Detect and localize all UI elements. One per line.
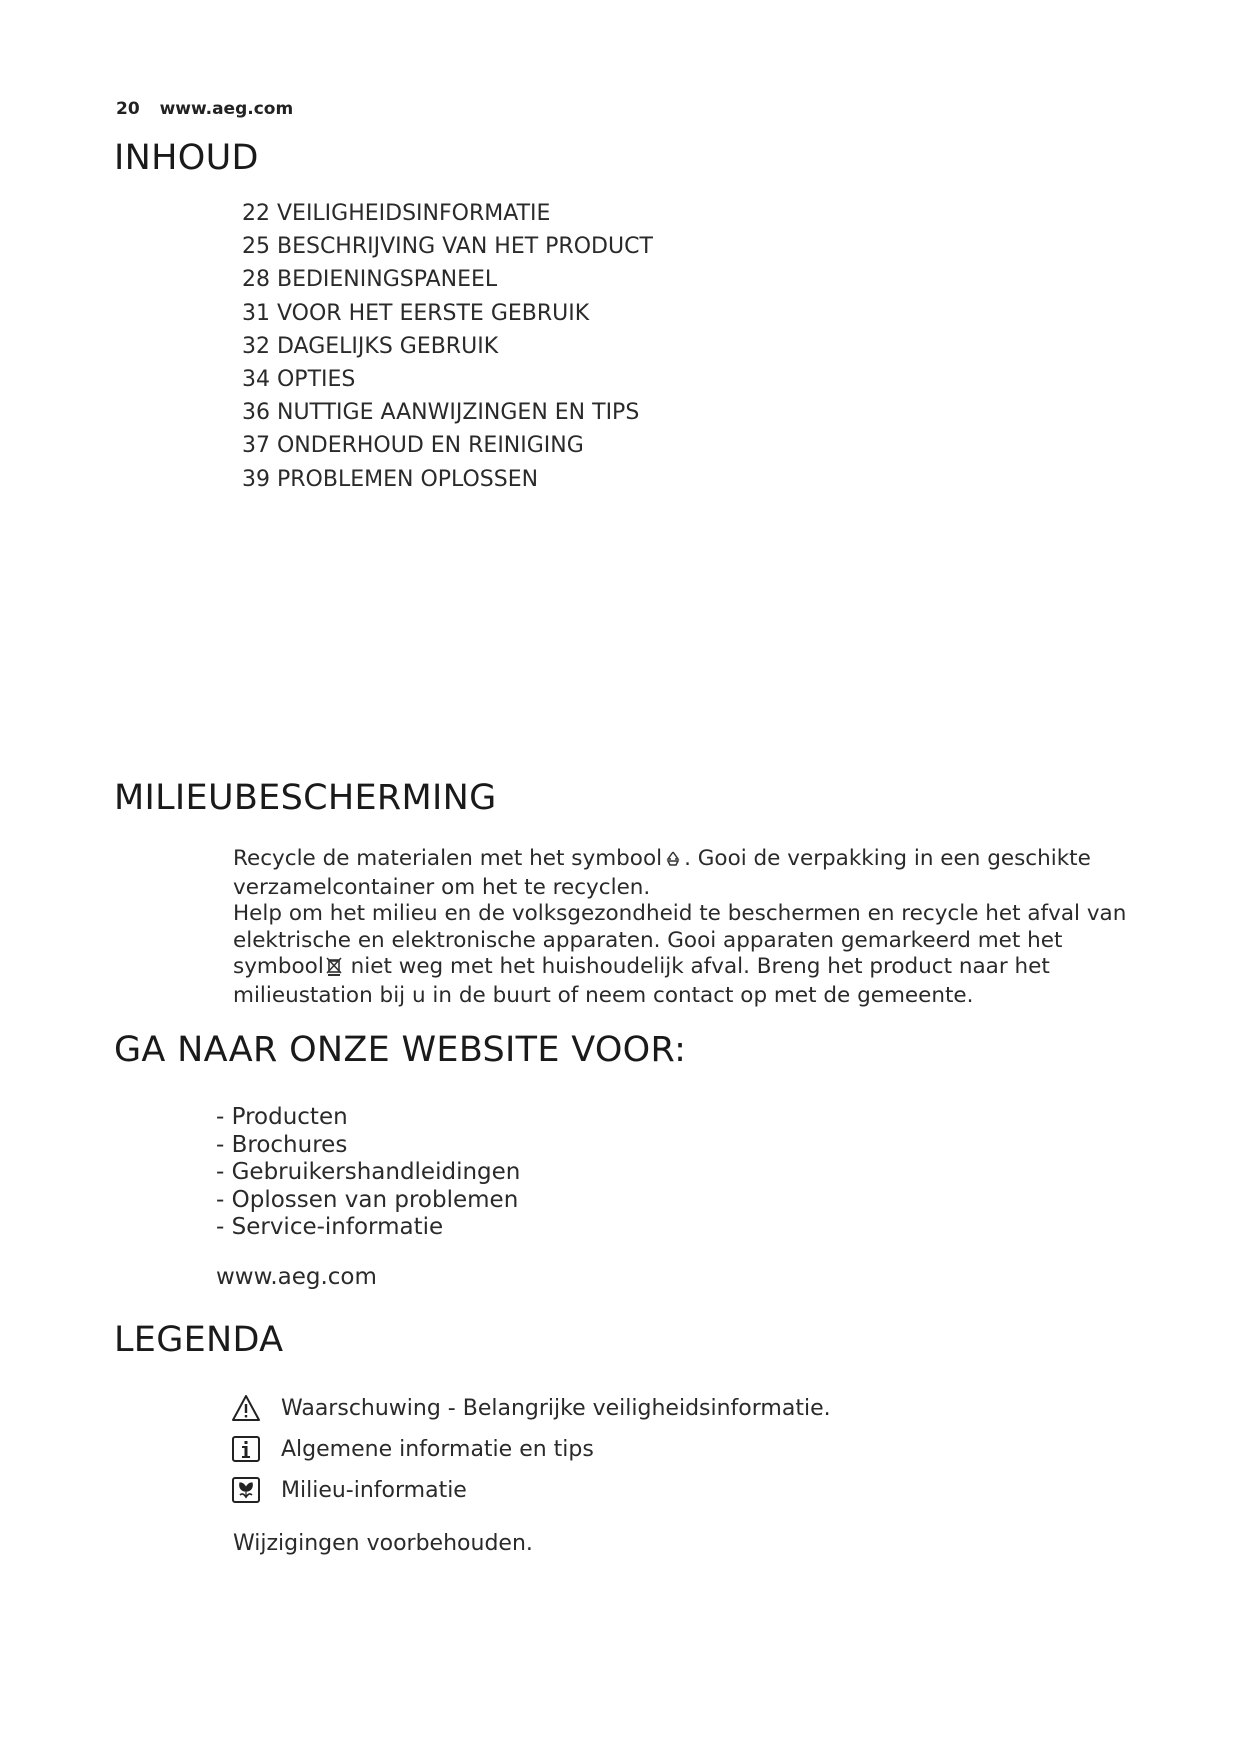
legend-title: LEGENDA	[114, 1320, 284, 1360]
environment-title: MILIEUBESCHERMING	[114, 778, 497, 818]
toc-item[interactable]: 37 ONDERHOUD EN REINIGING	[242, 433, 584, 459]
environment-icon	[231, 1475, 261, 1505]
toc-item[interactable]: 36 NUTTIGE AANWIJZINGEN EN TIPS	[242, 400, 640, 426]
legend-text: Waarschuwing - Belangrijke veiligheidsinformatie.	[281, 1395, 831, 1421]
changes-note: Wijzigingen voorbehouden.	[233, 1531, 533, 1556]
recycle-icon	[664, 849, 682, 875]
warning-icon	[231, 1393, 261, 1423]
website-url[interactable]: www.aeg.com	[216, 1264, 377, 1290]
website-list	[216, 1104, 520, 1242]
table-of-contents	[242, 197, 653, 496]
legend-text: Algemene informatie en tips	[281, 1436, 594, 1462]
list-item: - Oplossen van problemen	[216, 1186, 519, 1213]
toc-item[interactable]: 22 VEILIGHEIDSINFORMATIE	[242, 201, 551, 226]
toc-item[interactable]: 31 VOOR HET EERSTE GEBRUIK	[242, 300, 590, 326]
toc-item[interactable]: 34 OPTIES	[242, 367, 356, 393]
website-title: GA NAAR ONZE WEBSITE VOOR:	[114, 1030, 687, 1070]
legend-text: Milieu-informatie	[281, 1477, 467, 1503]
contents-title: INHOUD	[114, 138, 259, 178]
list-item: - Service-informatie	[216, 1214, 444, 1240]
list-item: - Producten	[216, 1104, 348, 1130]
list-item: - Brochures	[216, 1131, 348, 1158]
environment-text	[233, 846, 1133, 1009]
info-icon	[231, 1434, 261, 1464]
page-header	[116, 99, 293, 119]
toc-item[interactable]: 39 PROBLEMEN OPLOSSEN	[242, 466, 539, 492]
list-item: - Gebruikershandleidingen	[216, 1159, 521, 1185]
header-site[interactable]: www.aeg.com	[159, 99, 294, 119]
toc-item[interactable]: 25 BESCHRIJVING VAN HET PRODUCT	[242, 234, 653, 260]
legend-item-warning	[231, 1391, 831, 1425]
legend-item-info	[231, 1432, 594, 1466]
crossed-bin-icon	[326, 956, 342, 983]
toc-item[interactable]: 28 BEDIENINGSPANEEL	[242, 267, 498, 293]
environment-paragraph-1: Recycle de materialen met het symbool . Gooi de verpakking in een geschikte verzamelcontainer om het te recyclen.	[233, 846, 1091, 901]
toc-item[interactable]: 32 DAGELIJKS GEBRUIK	[242, 333, 499, 359]
page-number: 20	[116, 99, 140, 119]
environment-paragraph-2: Help om het milieu en de volksgezondheid te beschermen en recycle het afval van elektrische en elektronische apparaten. Gooi apparaten gemarkeerd met het symbool niet weg met het huishoudelijk afval. Breng het product naar het milieustation bij u in de buurt of neem contact op met de gemeente.	[233, 901, 1127, 1009]
legend-item-environment	[231, 1473, 467, 1507]
